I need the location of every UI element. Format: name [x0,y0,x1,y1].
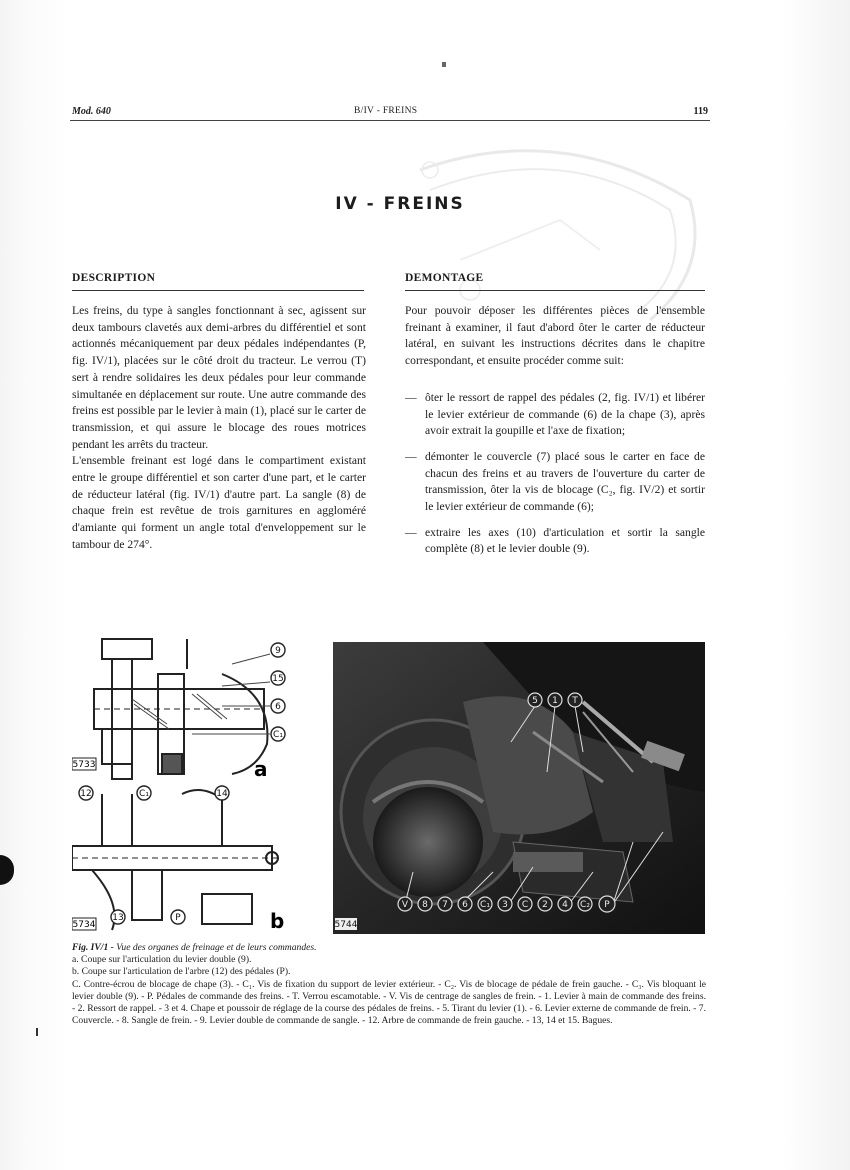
photo-callout-2: 2 [542,900,548,910]
photo-callout-7: 7 [442,900,448,910]
caption-line-b: b. Coupe sur l'articulation de l'arbre (12) des pédales (P). [72,966,291,978]
header-model: Mod. 640 [72,106,111,117]
photo-callout-v: V [401,900,409,910]
callout-b-p: P [175,913,181,923]
photo-callout-4: 4 [562,900,568,910]
callout-b-13: 13 [112,913,124,923]
scan-speck [36,1028,38,1036]
demontage-step-1 [405,390,705,440]
description-rule [72,290,364,291]
scan-speck [442,62,446,67]
header-rule [70,120,710,121]
demontage-rule [405,290,705,291]
description-paragraph-1: Les freins, du type à sangles fonctionnant à sec, agissent sur deux tambours clavetés aux demi-arbres du différentiel et sont actionnés mécaniquement par deux pédales indépendantes (P, fig. IV/1), placées sur le côté droit du tracteur. Le verrou (T) sert à rendre solidaires les deux pédales pour leur commande simultanée en déplacement sur route. Une autre commande des freins est possible par le levier à main (1), placé sur le carter de transmission, et qui assure le blocage des roues motrices pendant les arrêts du tracteur. [72,304,366,451]
ref-5733: 5733 [72,760,96,770]
dash-marker: — [405,449,417,463]
photo-callout-t: T [572,696,578,706]
caption-fig-title: Vue des organes de freinage et de leurs commandes. [116,942,317,953]
demontage-intro: Pour pouvoir déposer les différentes pièces de l'ensemble freinant à examiner, il faut d'abord ôter le carter de réducteur latéral, en suivant les instructions décrites dans le chapitre correspondant, et ensuite procéder comme suit: [405,304,705,368]
photo-callout-1: 1 [552,696,558,706]
callout-b-14: 14 [216,789,228,799]
description-paragraph-2: L'ensemble freinant est logé dans le compartiment existant entre le groupe différentiel et son carter d'une part, et le carter de réducteur latéral (fig. IV/1) d'autre part. La sangle (8) de chaque frein est revêtue de trois garnitures en aggloméré d'amiante qui forment un angle total d'enveloppement sur le tambour de 274°. [72,454,366,551]
page-number: 119 [693,106,708,117]
photo-callout-5: 5 [532,696,538,706]
punch-hole-mark [0,855,14,885]
callout-b-c1: C₁ [139,789,149,799]
chapter-title: IV - FREINS [335,194,465,214]
callout-b-12: 12 [80,789,92,799]
photo-callout-6: 6 [462,900,468,910]
photo-callout-c1: C₁ [480,900,490,910]
photo-callout-3: 3 [502,900,508,910]
demontage-step-3 [405,525,705,558]
demontage-step-text: extraire les axes (10) d'articulation et sortir la sangle complète (8) et le levier double (9). [425,525,705,556]
description-text [72,303,366,554]
view-a-label: a [254,757,268,781]
demontage-step-text: démonter le couvercle (7) placé sous le carter en face de chacun des freins et au travers de l'ouverture du carter de transmission, ôter la vis de blocage (C₂, fig. IV/2) et sortir le levier extérieur de commande (6); [425,449,705,514]
section-drawing-svg [72,634,292,932]
description-heading: DESCRIPTION [72,272,156,284]
callout-a-15: 15 [272,674,284,684]
caption-legend: C. Contre-écrou de blocage de chape (3). - C₁. Vis de fixation du support de levier extérieur. - C₂. Vis de blocage de pédale de frein gauche. - C₃. Vis bloquant le levier double (9). - P. Pédales de commande des freins. - T. Verrou escamotable. - V. Vis de centrage de sangles de frein. - 1. Levier à main de commande des freins. - 2. Ressort de rappel. - 3 et 4. Chape et poussoir de réglage de la course des pédales de freins. - 5. Tirant du levier (1). - 6. Levier externe de commande de frein. - 7. Couvercle. - 8. Sangle de frein. - 9. Levier double de commande de sangle. - 12. Arbre de commande de frein gauche. - 13, 14 et 15. Bagues. [72,978,706,1027]
demontage-heading: DEMONTAGE [405,272,484,284]
demontage-step-2 [405,449,705,516]
photo-callout-c2: C₂ [580,900,590,910]
section-drawing [72,634,292,932]
photo-callout-c: C [521,900,529,910]
demontage-step-text: ôter le ressort de rappel des pédales (2, fig. IV/1) et libérer le levier extérieur de commande (6) de la chape (3), après avoir extrait la goupille et l'axe de fixation; [425,390,705,438]
view-b-label: b [270,909,285,932]
brake-assembly-photo [333,642,705,934]
running-header [72,106,708,124]
caption-fig-number: Fig. IV/1 - [72,942,117,953]
callout-a-9: 9 [275,646,281,656]
photo-callout-p: P [604,900,610,910]
dash-marker: — [405,525,417,539]
ref-5744: 5744 [334,920,358,930]
photo-svg [333,642,705,934]
figure-caption [72,942,706,1027]
demontage-text [405,303,705,567]
photo-callout-8: 8 [422,900,428,910]
header-section: B/IV - FREINS [354,106,418,116]
dash-marker: — [405,390,417,404]
callout-a-6: 6 [275,702,281,712]
caption-title [72,942,706,954]
ref-5734: 5734 [72,920,96,930]
caption-line-a: a. Coupe sur l'articulation du levier double (9). [72,954,252,966]
callout-a-c1: C₁ [273,730,283,740]
